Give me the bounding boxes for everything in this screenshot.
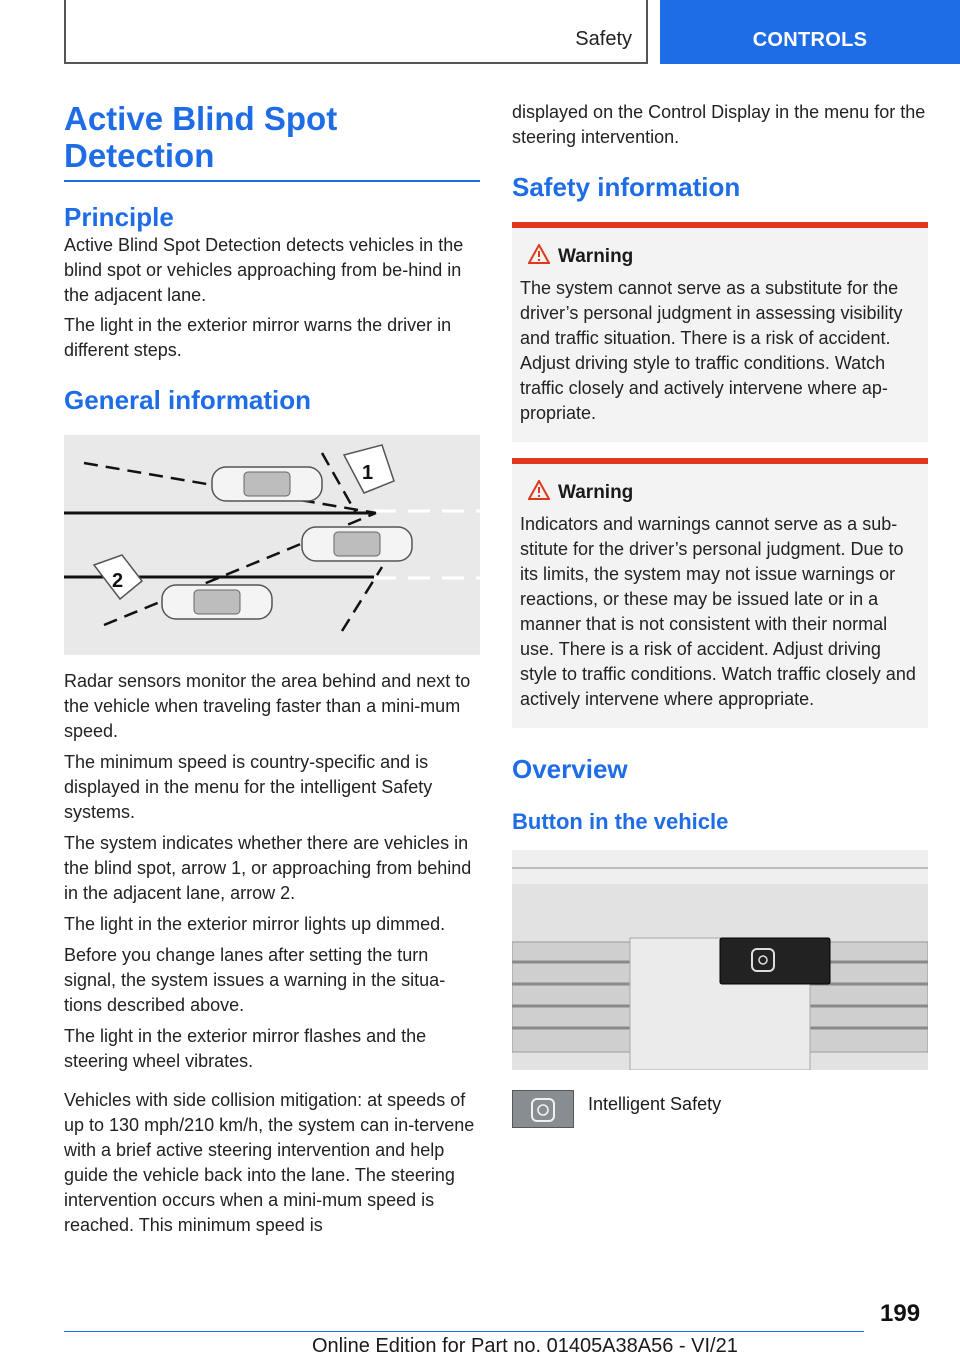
button-in-vehicle-heading: Button in the vehicle (512, 809, 729, 834)
arrow-label-2: 2 (112, 570, 124, 592)
general-paragraph-1: Radar sensors monitor the area behind and next to the vehicle when traveling faster than a mini-mum speed. (64, 671, 471, 741)
principle-heading: Principle (64, 202, 174, 232)
vehicle-middle (302, 527, 412, 561)
vehicle-bottom (162, 585, 272, 619)
header-section-label: Safety (575, 28, 632, 50)
warning-title-text-2: Warning (558, 482, 634, 503)
intelligent-safety-button[interactable] (720, 938, 830, 984)
blind-spot-diagram-svg (64, 435, 480, 655)
warning-text-1: The system cannot serve as a substitute for the driver’s personal judgment in assessing visibility and traffic situation. There is a risk of accident. Adjust driving style to traffic conditions. Watch traffic closely and actively intervene where ap-propriate. (520, 278, 903, 423)
overview-heading: Overview (512, 754, 628, 784)
warning-title-1 (520, 246, 920, 268)
page-title: Active Blind Spot Detection (64, 100, 338, 174)
warning-title-2 (520, 482, 920, 504)
principle-paragraph-2: The light in the exterior mirror warns the driver in different steps. (64, 315, 452, 360)
general-paragraph-7: Vehicles with side collision mitigation: at speeds of up to 130 mph/210 km/h, the system can in-tervene with a brief active steering intervention and help guide the vehicle back into the lane. The steering intervention occurs when a mini-mum speed is reached. This minimum speed is (64, 1090, 475, 1235)
dashboard-button-svg (512, 850, 928, 1070)
warning-title-text-1: Warning (558, 246, 634, 267)
warning-text-2: Indicators and warnings cannot serve as a sub-stitute for the driver’s personal judgment. Due to its limits, the system may not issue warnings or reactions, or these may be issued late or in a manner that is not consistent with their normal use. There is a risk of accident. Adjust driving style to traffic conditions. Watch traffic closely and actively intervene where appropriate. (520, 514, 916, 709)
warning-triangle-icon (528, 480, 550, 500)
warning-box-2 (512, 458, 928, 728)
left-column (64, 100, 480, 1238)
vehicle-top (212, 467, 322, 501)
principle-paragraph-1: Active Blind Spot Detection detects vehicles in the blind spot or vehicles approaching from be-hind in the adjacent lane. (64, 235, 464, 305)
warning-triangle-icon (528, 244, 550, 264)
header-chapter-tab[interactable] (660, 0, 960, 64)
intelligent-safety-label: Intelligent Safety (588, 1094, 722, 1114)
button-legend-row (512, 1090, 928, 1140)
general-paragraph-3: The system indicates whether there are vehicles in the blind spot, arrow 1, or approaching from behind in the adjacent lane, arrow 2. (64, 833, 472, 903)
header-section-box (64, 0, 648, 64)
air-vent-left (512, 942, 630, 1052)
general-info-heading: General information (64, 385, 312, 415)
safety-info-heading: Safety information (512, 172, 741, 202)
intelligent-safety-icon (512, 1090, 574, 1128)
blind-spot-diagram (64, 435, 480, 655)
dashboard-button-photo (512, 850, 928, 1070)
title-rule (64, 180, 480, 182)
general-paragraph-5: Before you change lanes after setting the turn signal, the system issues a warning in the situa-tions described above. (64, 945, 446, 1015)
warning-box-1 (512, 222, 928, 442)
general-paragraph-6: The light in the exterior mirror flashes and the steering wheel vibrates. (64, 1026, 427, 1071)
header-chapter-label: CONTROLS (752, 29, 868, 51)
footer-edition: Online Edition for Part no. 01405A38A56 - VI/21 (312, 1335, 738, 1357)
general-paragraph-4: The light in the exterior mirror lights up dimmed. (64, 914, 446, 934)
footer-rule (64, 1331, 864, 1332)
right-column (512, 100, 928, 1140)
shield-car-icon (513, 1091, 573, 1127)
general-paragraph-2: The minimum speed is country-specific and is displayed in the menu for the intelligent Safety systems. (64, 752, 433, 822)
arrow-label-1: 1 (362, 462, 374, 484)
page-number: 199 (880, 1300, 921, 1327)
continuation-paragraph: displayed on the Control Display in the menu for the steering intervention. (512, 102, 926, 147)
